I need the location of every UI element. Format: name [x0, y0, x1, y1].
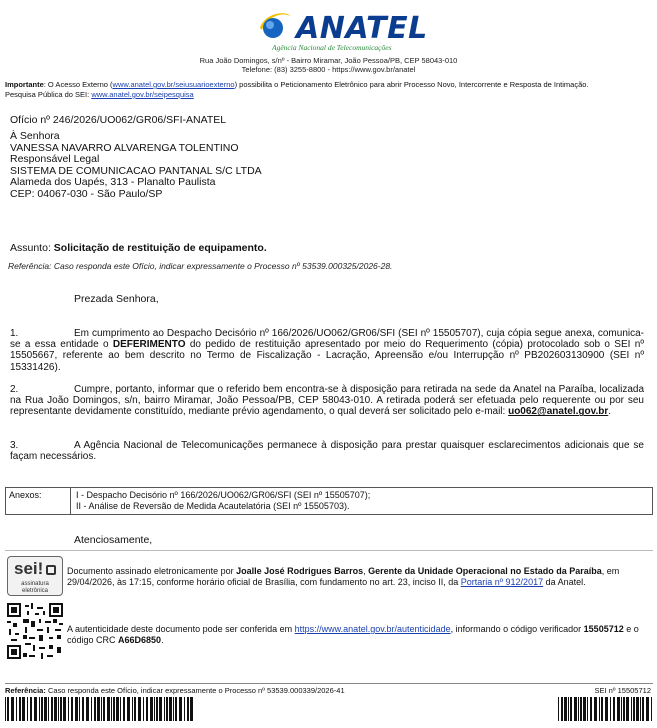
- paragraph-2-number: 2.: [10, 384, 19, 395]
- external-access-link[interactable]: www.anatel.gov.br/seiusuarioexterno: [112, 80, 235, 89]
- recipient-street: Alameda dos Uapés, 313 - Planalto Paulista: [10, 176, 216, 188]
- signer-name: Joalle José Rodrigues Barros: [236, 566, 364, 576]
- annexes-label: Anexos:: [9, 490, 42, 500]
- annexes-table: [5, 487, 653, 515]
- paragraph-3-text: A Agência Nacional de Telecomunicações permanece à disposição para prestar quaisquer esclarecimentos adicionais que se façam necessários.: [10, 440, 644, 463]
- barcode-left: [5, 697, 193, 721]
- paragraph-3: [10, 440, 644, 462]
- letterhead: [0, 6, 657, 74]
- annex-item-2: II - Análise de Reversão de Medida Acautelatória (SEI nº 15505703).: [76, 501, 350, 511]
- paragraph-1-text-a: Em cumprimento ao Despacho Decisório nº 166/2026/UO062/GR06/SFI (SEI nº 15505707), cuja cópia segue anexa, comunica-se a essa entidade o: [10, 328, 644, 351]
- annex-item-1: I - Despacho Decisório nº 166/2026/UO062/GR06/SFI (SEI nº 15505707);: [76, 490, 371, 500]
- sei-logo-text: sei!: [14, 559, 44, 578]
- footer-ref-label: Referência:: [5, 686, 46, 695]
- globe-icon: [258, 10, 292, 40]
- important-text-2: ) possibilita o Peticionamento Eletrônico para abrir Processo Novo, Intercorrente e Resposta de Intimação.: [234, 80, 589, 89]
- authenticity-text-3: e o código CRC: [67, 624, 639, 645]
- subject-label: Assunto:: [10, 242, 54, 254]
- badge-caption: [12, 581, 58, 595]
- recipient-company: SISTEMA DE COMUNICACAO PANTANAL S/C LTDA: [10, 164, 262, 177]
- sei-signature-badge: [7, 556, 63, 596]
- lock-icon: [46, 565, 56, 575]
- paragraph-1-number: 1.: [10, 328, 19, 339]
- paragraph-1-bold: DEFERIMENTO: [112, 339, 186, 351]
- paragraph-1-text-b: do pedido de restituição apresentado por meio do Requerimento (cópia) protocolado sob o SEI nº 15505667, referente ao bem descrito no Termo de Fiscalização - Lacração, Apreensão e/ou Interrupção nº PB202603130900 (SEI nº 15331426).: [10, 339, 644, 373]
- crc-code: A66D6850: [118, 635, 162, 645]
- recipient-role: Responsável Legal: [10, 153, 100, 165]
- authenticity-link[interactable]: https://www.anatel.gov.br/autenticidade: [294, 624, 451, 634]
- signature-text-2: ,: [363, 566, 369, 576]
- recipient-name: VANESSA NAVARRO ALVARENGA TOLENTINO: [10, 141, 239, 154]
- divider: [5, 550, 653, 551]
- signature-text: [67, 566, 653, 588]
- footer-reference: [5, 686, 345, 695]
- public-search-label: Pesquisa Pública do SEI:: [5, 90, 92, 99]
- footer-sei-number: SEI nº 15505712: [594, 686, 651, 695]
- address-line-1: Rua João Domingos, s/nº - Bairro Miramar, João Pessoa/PB, CEP 58043-010: [199, 56, 458, 65]
- paragraph-3-number: 3.: [10, 440, 19, 451]
- authenticity-text-2: , informando o código verificador: [450, 624, 584, 634]
- qr-code: [7, 603, 63, 659]
- address-line-2: Telefone: (83) 3255-8800 - https://www.gov.br/anatel: [241, 65, 416, 74]
- subject-text: Solicitação de restituição de equipamento.: [53, 242, 267, 254]
- anatel-logo: [0, 6, 657, 52]
- closing: Atenciosamente,: [74, 534, 153, 546]
- paragraph-1: [10, 328, 644, 373]
- authenticity-text-1: A autenticidade deste documento pode ser conferida em: [67, 624, 295, 634]
- signer-role: Gerente da Unidade Operacional no Estado da Paraíba: [368, 566, 602, 576]
- portaria-link[interactable]: Portaria nº 912/2017: [460, 577, 544, 587]
- authenticity-text-4: .: [161, 635, 164, 645]
- logo-text: ANATEL: [296, 11, 428, 46]
- logo-subtitle: Agência Nacional de Telecomunicações: [272, 43, 392, 52]
- subject-line: [10, 242, 267, 254]
- footer-divider: [5, 683, 653, 684]
- paragraph-2-text-b: .: [608, 406, 612, 418]
- salutation: Prezada Senhora,: [74, 293, 159, 305]
- important-text-1: : O Acesso Externo (: [43, 80, 113, 89]
- paragraph-2-text-a: Cumpre, portanto, informar que o referido bem encontra-se à disposição para retirada na sede da Anatel na Paraíba, localizada na Rua João Domingos, s/n, bairro Miramar, João Pessoa/PB, CEP 58043-010. A retirada poderá ser efetuada pelo requerente ou por seu representante devidamente constituído, mediante prévio agendamento, o qual deverá ser solicitado pelo e-mail:: [10, 384, 644, 418]
- oficio-number: Ofício nº 246/2026/UO062/GR06/SFI-ANATEL: [10, 114, 227, 126]
- signature-text-3: , em 29/04/2026, às 17:15, conforme horário oficial de Brasília, com fundamento no art. 23, inciso II, da: [67, 566, 620, 587]
- annexes-list: [76, 490, 370, 512]
- authenticity-text: [67, 624, 653, 646]
- recipient-block: [10, 131, 262, 200]
- signature-text-4: da Anatel.: [543, 577, 586, 587]
- barcode-right: [558, 697, 653, 721]
- reference-line: Referência: Caso responda este Ofício, indicar expressamente o Processo nº 53539.000325/2026-28.: [8, 261, 393, 271]
- contact-email-link[interactable]: uo062@anatel.gov.br: [508, 406, 609, 418]
- important-notice: [5, 80, 653, 100]
- verification-code: 15505712: [583, 624, 624, 634]
- signature-text-1: Documento assinado eletronicamente por: [67, 566, 237, 576]
- footer-ref-text: Caso responda este Ofício, indicar expressamente o Processo nº 53539.000339/2026-41: [45, 686, 345, 695]
- recipient-greeting: À Senhora: [10, 130, 60, 142]
- annexes-divider: [70, 488, 71, 514]
- public-search-link[interactable]: www.anatel.gov.br/seipesquisa: [91, 90, 194, 99]
- badge-caption-2: eletrônica: [21, 588, 48, 594]
- recipient-postal: CEP: 04067-030 - São Paulo/SP: [10, 187, 163, 200]
- badge-caption-1: assinatura: [21, 581, 49, 587]
- important-label: Importante: [5, 80, 44, 89]
- paragraph-2: [10, 384, 644, 418]
